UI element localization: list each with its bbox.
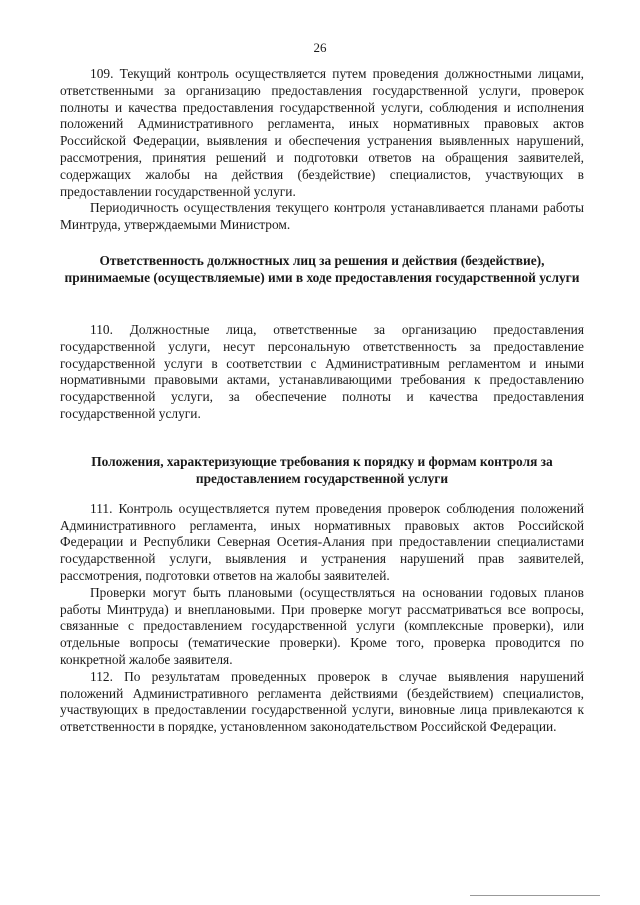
section-heading-control-forms: Положения, характеризующие требования к порядку и формам контроля за предоставлением государственной услуги <box>91 453 553 486</box>
paragraph-111: 111. Контроль осуществляется путем проведения проверок соблюдения положений Административного регламента, иных нормативных правовых актов Российской Федерации и Республики Северная Осетия-Алания при предоставлении специалистами государственной услуги, выявления и устранения нарушений прав заявителей, рассмотрения, подготовки ответов на жалобы заявителей. <box>60 500 584 583</box>
page-number: 26 <box>313 40 327 55</box>
paragraph-112: 112. По результатам проведенных проверок в случае выявления нарушений положений Административного регламента действиями (бездействием) специалистов, участвующих в предоставлении государственной услуги, виновные лица привлекаются к ответственности в порядке, установленном законодательством Российской Федерации. <box>60 668 584 735</box>
paragraph-110: 110. Должностные лица, ответственные за организацию предоставления государственной услуги, несут персональную ответственность за предоставление государственной услуги в соответствии с Административным регламентом и иными нормативными правовыми актами, устанавливающими требования к предоставлению государственной услуги, за обеспечение полноты и качества предоставления государственной услуги. <box>60 321 584 421</box>
paragraph-109: 109. Текущий контроль осуществляется путем проведения должностными лицами, ответственными за организацию предоставления государственной услуги, проверок полноты и качества предоставления государственной услуги, соблюдения и исполнения положений Административного регламента, иных нормативных правовых актов Российской Федерации, выявления и обеспечения устранения выявленных нарушений, рассмотрения, принятия решений и подготовки ответов на обращения заявителей, содержащих жалобы на действия (бездействие) специалистов, участвующих в предоставлении государственной услуги. <box>60 66 584 199</box>
paragraph-inspections: Проверки могут быть плановыми (осуществляться на основании годовых планов работы Минтруда) и внеплановыми. При проверке могут рассматриваться все вопросы, связанные с предоставлением государственной услуги (комплексные проверки), или отдельные вопросы (тематические проверки). Кроме того, проверка проводится по конкретной жалобе заявителя. <box>60 584 584 667</box>
paragraph-periodicity: Периодичность осуществления текущего контроля устанавливается планами работы Минтруда, утверждаемыми Министром. <box>60 200 584 233</box>
section-heading-responsibility: Ответственность должностных лиц за решения и действия (бездействие), принимаемые (осуществляемые) ими в ходе предоставления государственной услуги <box>64 252 580 285</box>
document-body <box>60 66 584 736</box>
footer-divider <box>470 895 600 896</box>
